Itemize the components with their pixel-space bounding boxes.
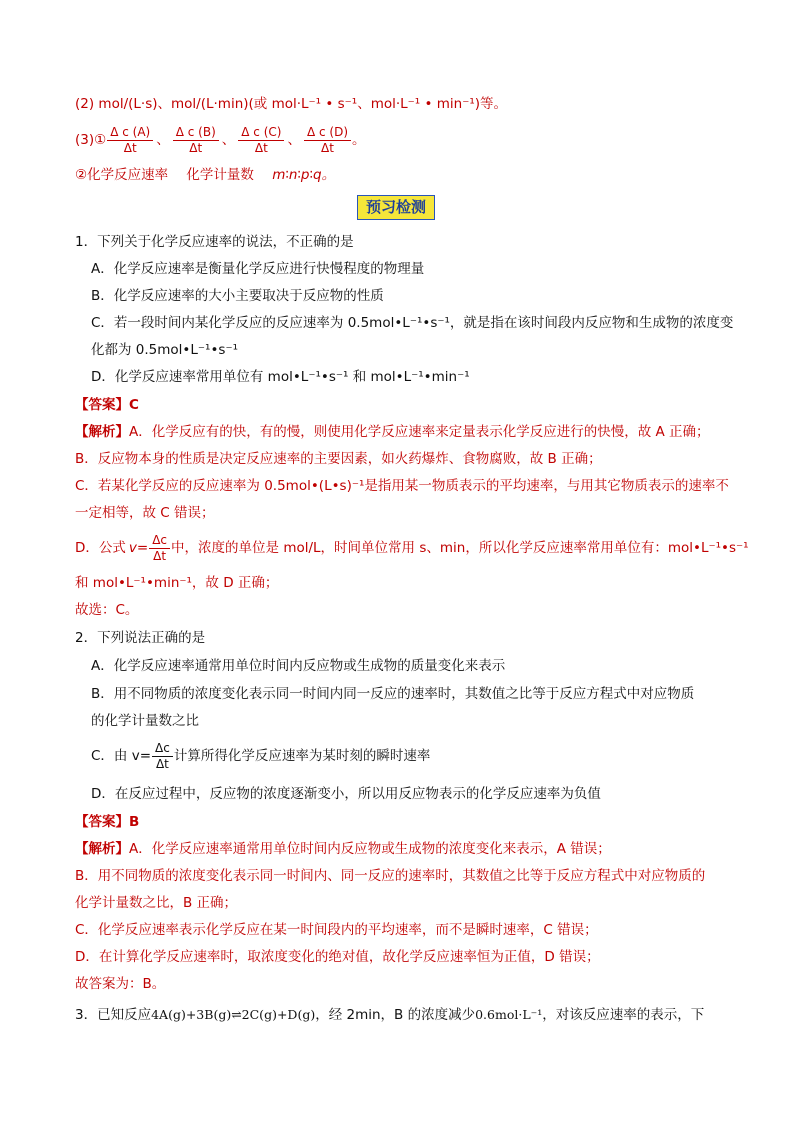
fraction-separator: 、 (156, 132, 170, 148)
q2-explanation-3: 化学计量数之比，B 正确； (75, 895, 238, 911)
q2-option-d: D．在反应过程中，反应物的浓度逐渐变小，所以用反应物表示的化学反应速率为负值 (91, 786, 601, 802)
q2-explanation-5: D．在计算化学反应速率时，取浓度变化的绝对值，故化学反应速率恒为正值，D 错误； (75, 949, 600, 965)
q1-explanation-4: 一定相等，故 C 错误； (75, 505, 215, 521)
formula-fraction: $\frac{\Delta c}{\Delta t}$ (149, 534, 170, 563)
q1-explanation-5: D．公式 v= $\frac{\Delta c}{\Delta t}$ 中，浓度的单位是 mol/L，时间单位常用 s、min，所以化学反应速率常用单位有：mol•L⁻¹•s⁻¹ (75, 532, 749, 563)
intro-line-3-prefix: (3)① (75, 132, 107, 148)
fraction-separator: 、 (221, 132, 236, 148)
q2-choice: 故答案为：B。 (75, 976, 166, 992)
q3-equation: 4A(g)+3B(g)⇌2C(g)+D(g) (151, 1007, 316, 1022)
q2-explanation-4: C．化学反应速率表示化学反应在某一时间段内的平均速率，而不是瞬时速率，C 错误； (75, 922, 598, 938)
q1-option-b: B．化学反应速率的大小主要取决于反应物的性质 (91, 288, 384, 304)
q1-answer: 【答案】C (75, 397, 139, 413)
intro-line-2: (2) mol/(L·s)、mol/(L·min)(或 mol·L⁻¹ • s⁻¹、mol·L⁻¹ • min⁻¹)等。 (75, 96, 508, 112)
q3-concentration: 0.6mol·L⁻¹ (475, 1007, 543, 1022)
section-title: 预习检测 (357, 195, 435, 220)
q2-option-a: A．化学反应速率通常用单位时间内反应物或生成物的质量变化来表示 (91, 658, 506, 674)
intro-line-4: ②化学反应速率 化学计量数 m∶n∶p∶q。 (75, 167, 336, 183)
q2-answer: 【答案】B (75, 814, 140, 830)
fraction-a: $\frac{\text{Δ c (A)}}{\Delta t}$ (107, 126, 153, 155)
fraction-separator: 、 (287, 132, 301, 148)
intro-line-3 (75, 120, 366, 160)
q1-explanation-2: B．反应物本身的性质是决定反应速率的主要因素，如火药爆炸、食物腐败，故 B 正确； (75, 451, 602, 467)
q1-option-d: D．化学反应速率常用单位有 mol•L⁻¹•s⁻¹ 和 mol•L⁻¹•min⁻¹ (91, 369, 470, 385)
fraction-d: $\frac{\text{Δ c (D)}}{\Delta t}$ (304, 126, 351, 155)
q1-explanation-6: 和 mol•L⁻¹•min⁻¹，故 D 正确； (75, 575, 279, 591)
fraction-c: $\frac{\text{Δ c (C)}}{\Delta t}$ (238, 126, 284, 155)
q3-stem: 3．已知反应4A(g)+3B(g)⇌2C(g)+D(g)，经 2min，B 的浓度减少0.6mol·L⁻¹，对该反应速率的表示，下 (75, 1007, 705, 1023)
q1-explanation-3: C．若某化学反应的反应速率为 0.5mol•(L•s)⁻¹是指用某一物质表示的平均速率，与用其它物质表示的速率不 (75, 478, 729, 494)
q1-option-c-line1: C．若一段时间内某化学反应的反应速率为 0.5mol•L⁻¹•s⁻¹，就是指在该时间段内反应物和生成物的浓度变 (91, 315, 734, 331)
q2-option-b-line1: B．用不同物质的浓度变化表示同一时间内同一反应的速率时，其数值之比等于反应方程式中对应物质 (91, 686, 695, 702)
q2-explanation-2: B．用不同物质的浓度变化表示同一时间内、同一反应的速率时，其数值之比等于反应方程式中对应物质的 (75, 868, 706, 884)
q1-option-a: A．化学反应速率是衡量化学反应进行快慢程度的物理量 (91, 261, 425, 277)
q2-explanation-1: 【解析】A．化学反应速率通常用单位时间内反应物或生成物的浓度变化来表示，A 错误； (75, 841, 611, 857)
q2-stem: 2．下列说法正确的是 (75, 630, 206, 646)
q1-stem: 1．下列关于化学反应速率的说法，不正确的是 (75, 234, 354, 250)
q1-explanation-1: 【解析】A．化学反应有的快，有的慢，则使用化学反应速率来定量表示化学反应进行的快慢，故 A 正确； (75, 424, 710, 440)
q2-option-c: C．由 v= $\frac{\Delta c}{\Delta t}$ 计算所得化学反应速率为某时刻的瞬时速率 (91, 740, 431, 771)
q1-choice: 故选：C。 (75, 602, 139, 618)
intro-line-3-suffix: 。 (352, 132, 366, 148)
formula-fraction: $\frac{\Delta c}{\Delta t}$ (152, 742, 173, 771)
q2-option-b-line2: 的化学计量数之比 (91, 713, 199, 729)
q1-option-c-line2: 化都为 0.5mol•L⁻¹•s⁻¹ (91, 342, 238, 358)
fraction-b: $\frac{\text{Δ c (B)}}{\Delta t}$ (173, 126, 219, 155)
